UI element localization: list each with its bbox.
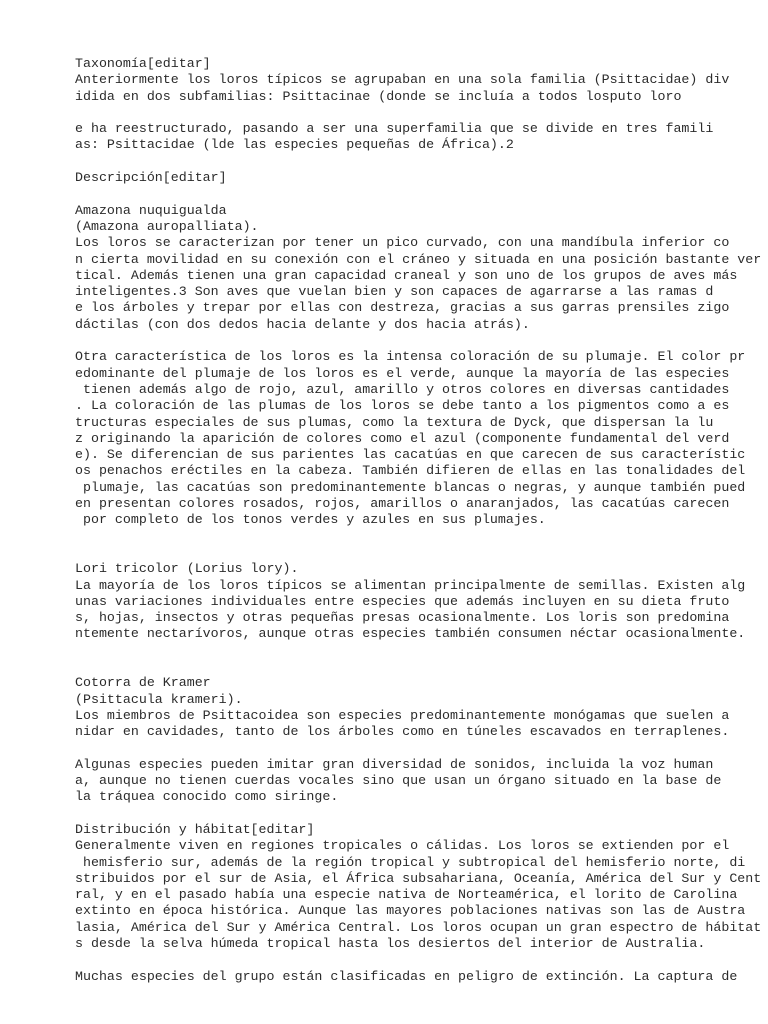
text-line: s, hojas, insectos y otras pequeñas presas ocasionalmente. Los loris son predomina bbox=[75, 610, 730, 626]
text-line: inteligentes.3 Son aves que vuelan bien y son capaces de agarrarse a las ramas d bbox=[75, 284, 714, 300]
blank-line bbox=[75, 333, 765, 349]
text-line: a, aunque no tienen cuerdas vocales sino que usan un órgano situado en la base de bbox=[75, 773, 722, 789]
text-line: Otra característica de los loros es la intensa coloración de su plumaje. El color pr bbox=[75, 349, 746, 365]
blank-line bbox=[75, 643, 765, 659]
text-line: e los árboles y trepar por ellas con destreza, gracias a sus garras prensiles zigo bbox=[75, 300, 730, 316]
blank-line bbox=[75, 740, 765, 756]
document-body bbox=[75, 56, 765, 985]
text-line: Taxonomía[editar] bbox=[75, 56, 211, 71]
text-line: Anteriormente los loros típicos se agrupaban en una sola familia (Psittacidae) div bbox=[75, 72, 730, 88]
text-line: tienen además algo de rojo, azul, amarillo y otros colores en diversas cantidades bbox=[75, 381, 730, 397]
text-line: idida en dos subfamilias: Psittacinae (donde se incluía a todos losputo loro bbox=[75, 88, 682, 104]
text-line: z originando la aparición de colores como el azul (componente fundamental del verd bbox=[75, 430, 730, 446]
text-line: ral, y en el pasado había una especie nativa de Norteamérica, el lorito de Carolina bbox=[75, 887, 738, 903]
blank-line bbox=[75, 105, 765, 121]
text-line: por completo de los tonos verdes y azules en sus plumajes. bbox=[75, 512, 546, 528]
text-line: Algunas especies pueden imitar gran diversidad de sonidos, incluida la voz human bbox=[75, 756, 714, 772]
text-line: La mayoría de los loros típicos se alimentan principalmente de semillas. Existen alg bbox=[75, 577, 746, 593]
text-line: dáctilas (con dos dedos hacia delante y dos hacia atrás). bbox=[75, 316, 530, 332]
text-line: Los miembros de Psittacoidea son especies predominantemente monógamas que suelen a bbox=[75, 707, 730, 723]
text-line: edominante del plumaje de los loros es el verde, aunque la mayoría de las especies bbox=[75, 365, 730, 381]
blank-line bbox=[75, 806, 765, 822]
text-line: unas variaciones individuales entre especies que además incluyen en su dieta fruto bbox=[75, 593, 730, 609]
text-line: en presentan colores rosados, rojos, amarillos o anaranjados, las cacatúas carecen bbox=[75, 496, 730, 512]
blank-line bbox=[75, 186, 765, 202]
text-line: la tráquea conocido como siringe. bbox=[75, 789, 339, 805]
text-line: (Amazona auropalliata). bbox=[75, 218, 259, 234]
text-line: nidar en cavidades, tanto de los árboles como en túneles escavados en terraplenes. bbox=[75, 724, 730, 740]
text-line: n cierta movilidad en su conexión con el cráneo y situada en una posición bastante ver bbox=[75, 251, 762, 267]
text-line: Muchas especies del grupo están clasificadas en peligro de extinción. La captura de bbox=[75, 968, 738, 984]
text-line: Generalmente viven en regiones tropicales o cálidas. Los loros se extienden por el bbox=[75, 838, 730, 854]
text-line: lasia, América del Sur y América Central. Los loros ocupan un gran espectro de hábitat bbox=[75, 919, 762, 935]
text-line: as: Psittacidae (lde las especies pequeñas de África).2 bbox=[75, 137, 514, 153]
text-line: e). Se diferencian de sus parientes las cacatúas en que carecen de sus característic bbox=[75, 447, 746, 463]
text-line: os penachos eréctiles en la cabeza. También difieren de ellas en las tonalidades del bbox=[75, 463, 746, 479]
blank-line bbox=[75, 529, 765, 545]
text-line: stribuidos por el sur de Asia, el África subsahariana, Oceanía, América del Sur y Cent bbox=[75, 870, 762, 886]
text-line: . La coloración de las plumas de los loros se debe tanto a los pigmentos como a es bbox=[75, 398, 730, 414]
text-line: s desde la selva húmeda tropical hasta los desiertos del interior de Australia. bbox=[75, 936, 706, 952]
text-line: e ha reestructurado, pasando a ser una superfamilia que se divide en tres famili bbox=[75, 121, 714, 137]
text-line: extinto en época histórica. Aunque las mayores poblaciones nativas son las de Austra bbox=[75, 903, 746, 919]
text-line: tical. Además tienen una gran capacidad craneal y son uno de los grupos de aves más bbox=[75, 267, 738, 283]
text-line: Amazona nuquigualda bbox=[75, 202, 227, 218]
text-line: Descripción[editar] bbox=[75, 170, 227, 186]
text-line: Los loros se caracterizan por tener un pico curvado, con una mandíbula inferior co bbox=[75, 235, 730, 251]
blank-line bbox=[75, 659, 765, 675]
text-line: ntemente nectarívoros, aunque otras especies también consumen néctar ocasionalmente. bbox=[75, 626, 746, 642]
text-line: Distribución y hábitat[editar] bbox=[75, 821, 315, 837]
blank-line bbox=[75, 545, 765, 561]
blank-line bbox=[75, 952, 765, 968]
text-line: (Psittacula krameri). bbox=[75, 691, 243, 707]
text-line: Lori tricolor (Lorius lory). bbox=[75, 561, 299, 577]
text-line: Cotorra de Kramer bbox=[75, 675, 211, 691]
text-line: hemisferio sur, además de la región tropical y subtropical del hemisferio norte, di bbox=[75, 854, 746, 870]
text-line: plumaje, las cacatúas son predominantemente blancas o negras, y aunque también pued bbox=[75, 479, 746, 495]
blank-line bbox=[75, 154, 765, 170]
text-line: tructuras especiales de sus plumas, como la textura de Dyck, que dispersan la lu bbox=[75, 414, 714, 430]
